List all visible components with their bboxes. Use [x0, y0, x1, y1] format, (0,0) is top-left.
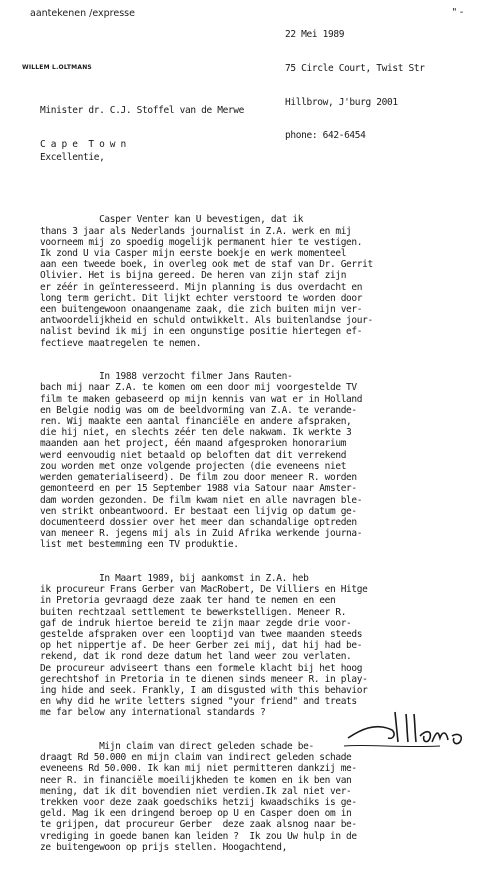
body-line: geld. Mag ik een dringend beroep op U en Casper doen om in: [40, 808, 352, 820]
body-line: en Belgie nodig was om de beeldvorming van Z.A. te verande-: [40, 404, 357, 416]
letterhead-name: WILLEM L.OLTMANS: [22, 64, 92, 71]
salutation: Excellentie,: [40, 152, 105, 164]
body-line: ze buitengewoon op prijs stellen. Hoogachtend,: [40, 841, 287, 853]
body-line: in Pretoria gevraagd deze zaak ter hand te nemen en een: [40, 595, 336, 607]
body-line: bach mij naar Z.A. te komen om een door mij voorgestelde TV: [40, 382, 357, 394]
body-line: Casper Venter kan U bevestigen, dat ik: [40, 214, 304, 226]
handwritten-signature: [340, 700, 470, 755]
corner-marks: " -: [452, 7, 464, 18]
body-line: en why did he write letters signed "your friend" and treats: [40, 696, 357, 708]
paragraph-4: [40, 741, 373, 853]
body-line: nalist bevind ik mij in een ongunstige positie hiertegen ef-: [40, 326, 363, 338]
body-line: list met bestemming een TV produktie.: [40, 539, 239, 551]
body-line: ven strikt onbeantwoord. Er bestaat een lijvig op datum ge-: [40, 505, 357, 517]
addressee-city: C a p e T o w n: [40, 139, 126, 151]
body-line: long term gericht. Dit lijkt echter verstoord te worden door: [40, 292, 363, 304]
paragraph-3: [40, 573, 373, 719]
body-line: Olivier. Het is bijna gereed. De heren van zijn staf zijn: [40, 270, 347, 282]
body-line: buiten rechtzaal settlement te bewerkstelligen. Meneer R.: [40, 606, 347, 618]
body-line: trekken voor deze zaak goedschiks hetzij kwaadschiks is ge-: [40, 796, 357, 808]
body-line: ren. Wij maakte een aantal financiële en andere afspraken,: [40, 416, 352, 428]
body-line: gerechtshof in Pretoria in te dienen sinds meneer R. in play-: [40, 673, 368, 685]
address-line: 75 Circle Court, Twist Str: [285, 63, 425, 75]
body-line: gemonteerd en per 15 September 1988 via Satour naar Amster-: [40, 483, 357, 495]
body-line: gestelde afspraken over een looptiȷd van twee maanden steeds: [40, 628, 363, 640]
body-line: draagt Rd 50.000 en mijn claim van indirect geleden schade: [40, 752, 352, 764]
body-line: gaf de indruk hiertoe bereid te zijn maar zegde drie voor-: [40, 617, 352, 629]
paragraph-1: [40, 214, 373, 348]
body-line: Mijn claim van direct geleden schade be-: [40, 740, 314, 752]
paragraph-2: [40, 371, 373, 550]
body-line: een buitengewoon onaangename zaak, die zich buiten mijn ver-: [40, 304, 363, 316]
body-line: me far below any international standards ?: [40, 707, 266, 719]
body-line: er zéér in geïnteresseerd. Mijn planning is dus overdacht en: [40, 281, 363, 293]
addressee-name: Minister dr. C.J. Stoffel van de Merwe: [40, 105, 245, 117]
letter-body: [40, 130, 373, 875]
body-line: film te maken gebaseerd op mijn kennis van wat er in Holland: [40, 393, 363, 405]
body-line: ing hide and seek. Frankly, I am disgusted with this behavior: [40, 684, 368, 696]
body-line: eveneens Rd 50.000. Ik kan mij niet permitteren dankzij me-: [40, 763, 357, 775]
body-line: maanden aan het project, één maand afgesproken honorarium: [40, 438, 347, 450]
body-line: De procureur adviseert thans een formele klacht bij het hoog: [40, 662, 363, 674]
body-line: werden gematerialiseerd). De film zou door meneer R. worden: [40, 472, 357, 484]
delivery-stamp: aantekenen /expresse: [30, 8, 135, 19]
body-line: documenteerd dossier over het meer dan schandalige optreden: [40, 516, 357, 528]
body-line: zou worden met onze volgende projecten (die eveneens niet: [40, 460, 347, 472]
body-line: rekend, dat ik rond deze datum het land weer zou verlaten.: [40, 651, 352, 663]
body-line: vrediging in goede banen kan leiden ? Ik zou Uw hulp in de: [40, 830, 357, 842]
body-line: In 1988 verzocht filmer Jans Rauten-: [40, 371, 293, 383]
address-line: Hillbrow, J'burg 2001: [285, 96, 398, 108]
body-line: mening, dat ik dit bovendien niet verdien.Ik zal niet ver-: [40, 785, 352, 797]
body-line: die hij niet, en slechts zéér ten dele nakwam. Ik werkte 3: [40, 427, 352, 439]
body-line: thans 3 jaar als Nederlands journalist in Z.A. werk en mij: [40, 225, 352, 237]
body-line: Ik zond U via Casper mijn eerste boekje en werk momenteel: [40, 248, 347, 260]
body-line: antwoordelijkheid en schuld ontwikkelt. Als buitenlandse jour-: [40, 315, 373, 327]
body-line: neer R. in financiële moeilijkheden te komen en ik ben van: [40, 774, 352, 786]
body-line: fectieve maatregelen te nemen.: [40, 337, 202, 349]
body-line: aan een tweede boek, in overleg ook met de staf van Dr. Gerrit: [40, 259, 373, 271]
body-line: In Maart 1989, bij aankomst in Z.A. heb: [40, 572, 309, 584]
body-line: van meneer R. jegens mij als in Zuid Afrika werkende journa-: [40, 528, 363, 540]
letter-date: 22 Mei 1989: [285, 29, 345, 41]
body-line: dam worden gezonden. De film kwam niet en alle navragen ble-: [40, 494, 363, 506]
body-line: voorneem mij zo spoedig mogelijk permanent hier te vestigen.: [40, 236, 363, 248]
body-line: te grijpen, dat procureur Gerber deze zaak alsnog naar be-: [40, 819, 357, 831]
body-line: werd eenvoudig niet betaald op beloften dat dit verrekend: [40, 449, 347, 461]
phone-line: phone: 642-6454: [285, 130, 366, 142]
body-line: ik procureur Frans Gerber van MacRobert, De Villiers en Hitge: [40, 584, 368, 596]
body-line: op het nippertje af. De heer Gerber zei mij, dat hij had be-: [40, 640, 363, 652]
